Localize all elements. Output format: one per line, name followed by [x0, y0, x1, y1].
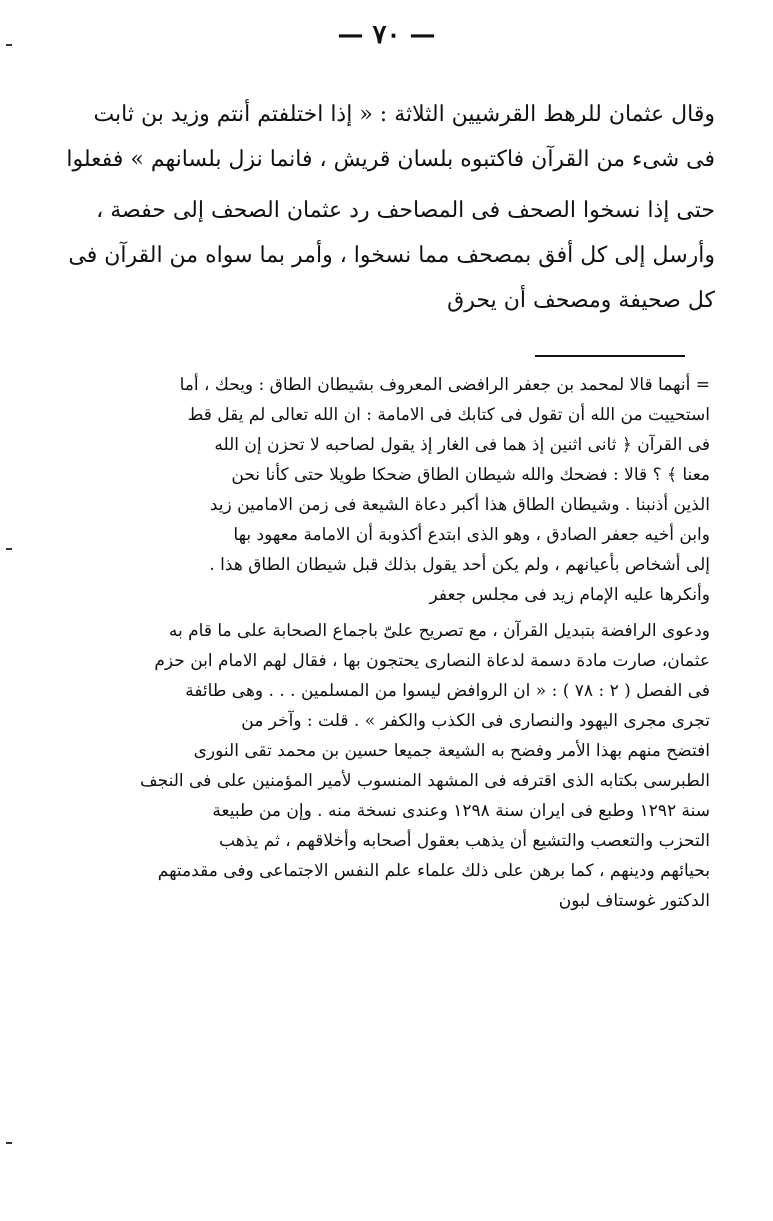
footnote-line: استحييت من الله أن تقول فى كتابك فى الامامة : ان الله تعالى لم يقل قط	[187, 405, 710, 425]
footnote-line: إلى أشخاص بأعيانهم ، ولم يكن أحد يقول بذلك قبل شيطان الطاق هذا .	[209, 555, 710, 575]
footnote-line: فى الفصل ( ٢ : ٧٨ ) : « ان الروافض ليسوا من المسلمين . . . وهى طائفة	[185, 681, 710, 701]
footnote-line: تجرى مجرى اليهود والنصارى فى الكذب والكفر » . قلت : وآخر من	[241, 711, 710, 731]
footnote-line: افتضح منهم بهذا الأمر وفضح به الشيعة جميعا حسين بن محمد تقى النورى	[193, 741, 710, 761]
footnote-line: الطبرسى بكتابه الذى اقترفه فى المشهد المنسوب لأمير المؤمنين على فى النجف	[140, 771, 710, 791]
footnote-line: وأنكرها عليه الإمام زيد فى مجلس جعفر	[429, 585, 710, 605]
footnote-line: عثمان، صارت مادة دسمة لدعاة النصارى يحتجون بها ، فقال لهم الامام ابن حزم	[154, 651, 710, 671]
footnote-paragraph	[55, 370, 710, 610]
footnotes	[55, 370, 710, 922]
footnote-line: بحيائهم ودينهم ، كما برهن على ذلك علماء علم النفس الاجتماعى وفى مقدمتهم	[157, 861, 710, 881]
main-text	[50, 92, 715, 329]
margin-mark	[6, 548, 12, 550]
footnote-line: وابن أخيه جعفر الصادق ، وهو الذى ابتدع أكذوبة أن الامامة معهود بها	[233, 525, 710, 545]
footnote-line: سنة ١٢٩٢ وطبع فى ايران سنة ١٢٩٨ وعندى نسخة منه . وإن من طبيعة	[212, 801, 710, 821]
footnote-line: التحزب والتعصب والتشيع أن يذهب بعقول أصحابه وأخلاقهم ، ثم يذهب	[219, 831, 710, 851]
footnote-line: فى القرآن ﴿ ثانى اثنين إذ هما فى الغار إذ يقول لصاحبه لا تحزن إن الله	[214, 435, 710, 455]
text-line: فى شىء من القرآن فاكتبوه بلسان قريش ، فانما نزل بلسانهم » ففعلوا	[66, 147, 715, 172]
text-line: كل صحيفة ومصحف أن يحرق	[447, 288, 715, 313]
page-number: — ٧٠ —	[337, 20, 436, 50]
margin-mark	[6, 1142, 12, 1144]
text-line: وأرسل إلى كل أفق بمصحف مما نسخوا ، وأمر بما سواه من القرآن فى	[68, 243, 715, 268]
footnote-line: معنا ﴾ ؟ قالا : فضحك والله شيطان الطاق ضحكا طويلا حتى كأنا نحن	[231, 465, 710, 485]
footnote-line: ودعوى الرافضة بتبديل القرآن ، مع تصريح علىّ باجماع الصحابة على ما قام به	[168, 621, 710, 641]
footnote-line: الذين أذنبنا . وشيطان الطاق هذا أكبر دعاة الشيعة فى زمن الامامين زيد	[209, 495, 710, 515]
text-line: وقال عثمان للرهط القرشيين الثلاثة : « إذا اختلفتم أنتم وزيد بن ثابت	[93, 102, 715, 127]
footnote-separator	[535, 355, 685, 357]
footnote-paragraph	[55, 616, 710, 916]
text-line: حتى إذا نسخوا الصحف فى المصاحف رد عثمان الصحف إلى حفصة ،	[96, 198, 715, 223]
paragraph	[50, 92, 715, 182]
footnote-line: الدكتور غوستاف لبون	[558, 891, 710, 911]
paragraph	[50, 188, 715, 323]
footnote-line: = أنهما قالا لمحمد بن جعفر الرافضى المعروف بشيطان الطاق : ويحك ، أما	[179, 375, 710, 395]
